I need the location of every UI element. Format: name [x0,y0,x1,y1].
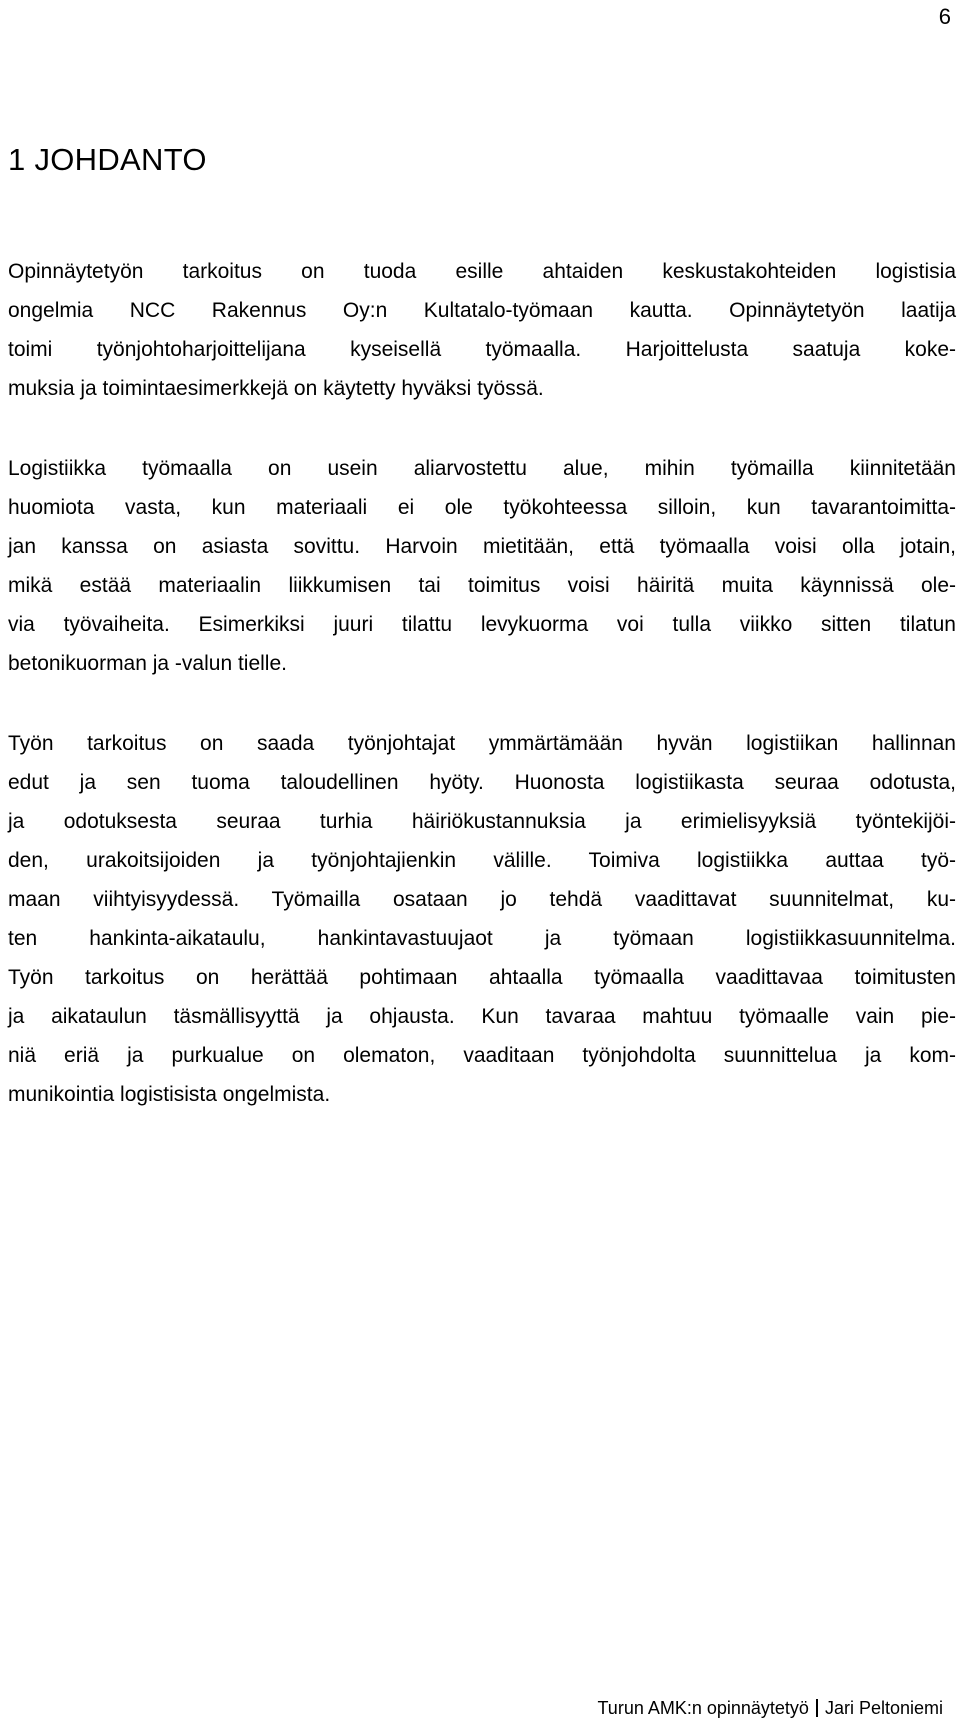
footer-author: Jari Peltoniemi [824,1698,943,1718]
text-line: mikä estää materiaalin liikkumisen tai toimitus voisi häiritä muita käynnissä ole- [8,574,956,597]
paragraph-logistics [8,449,956,683]
text-line: jan kanssa on asiasta sovittu. Harvoin mietitään, että työmaalla voisi olla jotain, [8,535,956,558]
footer-school: Turun AMK:n opinnäytetyö [597,1698,809,1718]
text-line: toimi työnjohtoharjoittelijana kyseisellä työmaalla. Harjoittelusta saatuja koke- [8,338,956,361]
text-line: den, urakoitsijoiden ja työnjohtajienkin välille. Toimiva logistiikka auttaa työ- [8,849,956,872]
text-line: via työvaiheita. Esimerkiksi juuri tilattu levykuorma voi tulla viikko sitten tilatun [8,613,956,636]
page-footer [597,1697,943,1719]
text-line: niä eriä ja purkualue on olematon, vaaditaan työnjohdolta suunnittelua ja kom- [8,1044,956,1067]
footer-separator [816,1699,818,1717]
text-line: maan viihtyisyydessä. Työmailla osataan jo tehdä vaadittavat suunnitelmat, ku- [8,888,956,911]
page-number: 6 [938,4,951,29]
paragraph-purpose [8,724,956,1114]
text-line: betonikuorman ja -valun tielle. [8,652,287,675]
text-line: ja odotuksesta seuraa turhia häiriökustannuksia ja erimielisyyksiä työntekijöi- [8,810,956,833]
text-line: Logistiikka työmaalla on usein aliarvostettu alue, mihin työmailla kiinnitetään [8,457,956,480]
text-line: Työn tarkoitus on herättää pohtimaan ahtaalla työmaalla vaadittavaa toimitusten [8,966,956,989]
text-line: muksia ja toimintaesimerkkejä on käytetty hyväksi työssä. [8,377,544,400]
body-text [8,252,956,1155]
text-line: munikointia logistisista ongelmista. [8,1083,331,1106]
text-line: Opinnäytetyön tarkoitus on tuoda esille ahtaiden keskustakohteiden logistisia [8,260,956,283]
text-line: ten hankinta-aikataulu, hankintavastuujaot ja työmaan logistiikkasuunnitelma. [8,927,956,950]
text-line: ja aikataulun täsmällisyyttä ja ohjausta. Kun tavaraa mahtuu työmaalle vain pie- [8,1005,956,1028]
text-line: ongelmia NCC Rakennus Oy:n Kultatalo-työmaan kautta. Opinnäytetyön laatija [8,299,956,322]
text-line: huomiota vasta, kun materiaali ei ole työkohteessa silloin, kun tavarantoimitta- [8,496,956,519]
text-line: edut ja sen tuoma taloudellinen hyöty. Huonosta logistiikasta seuraa odotusta, [8,771,956,794]
text-line: Työn tarkoitus on saada työnjohtajat ymmärtämään hyvän logistiikan hallinnan [8,732,956,755]
chapter-heading: 1 JOHDANTO [8,142,207,177]
paragraph-intro [8,252,956,408]
